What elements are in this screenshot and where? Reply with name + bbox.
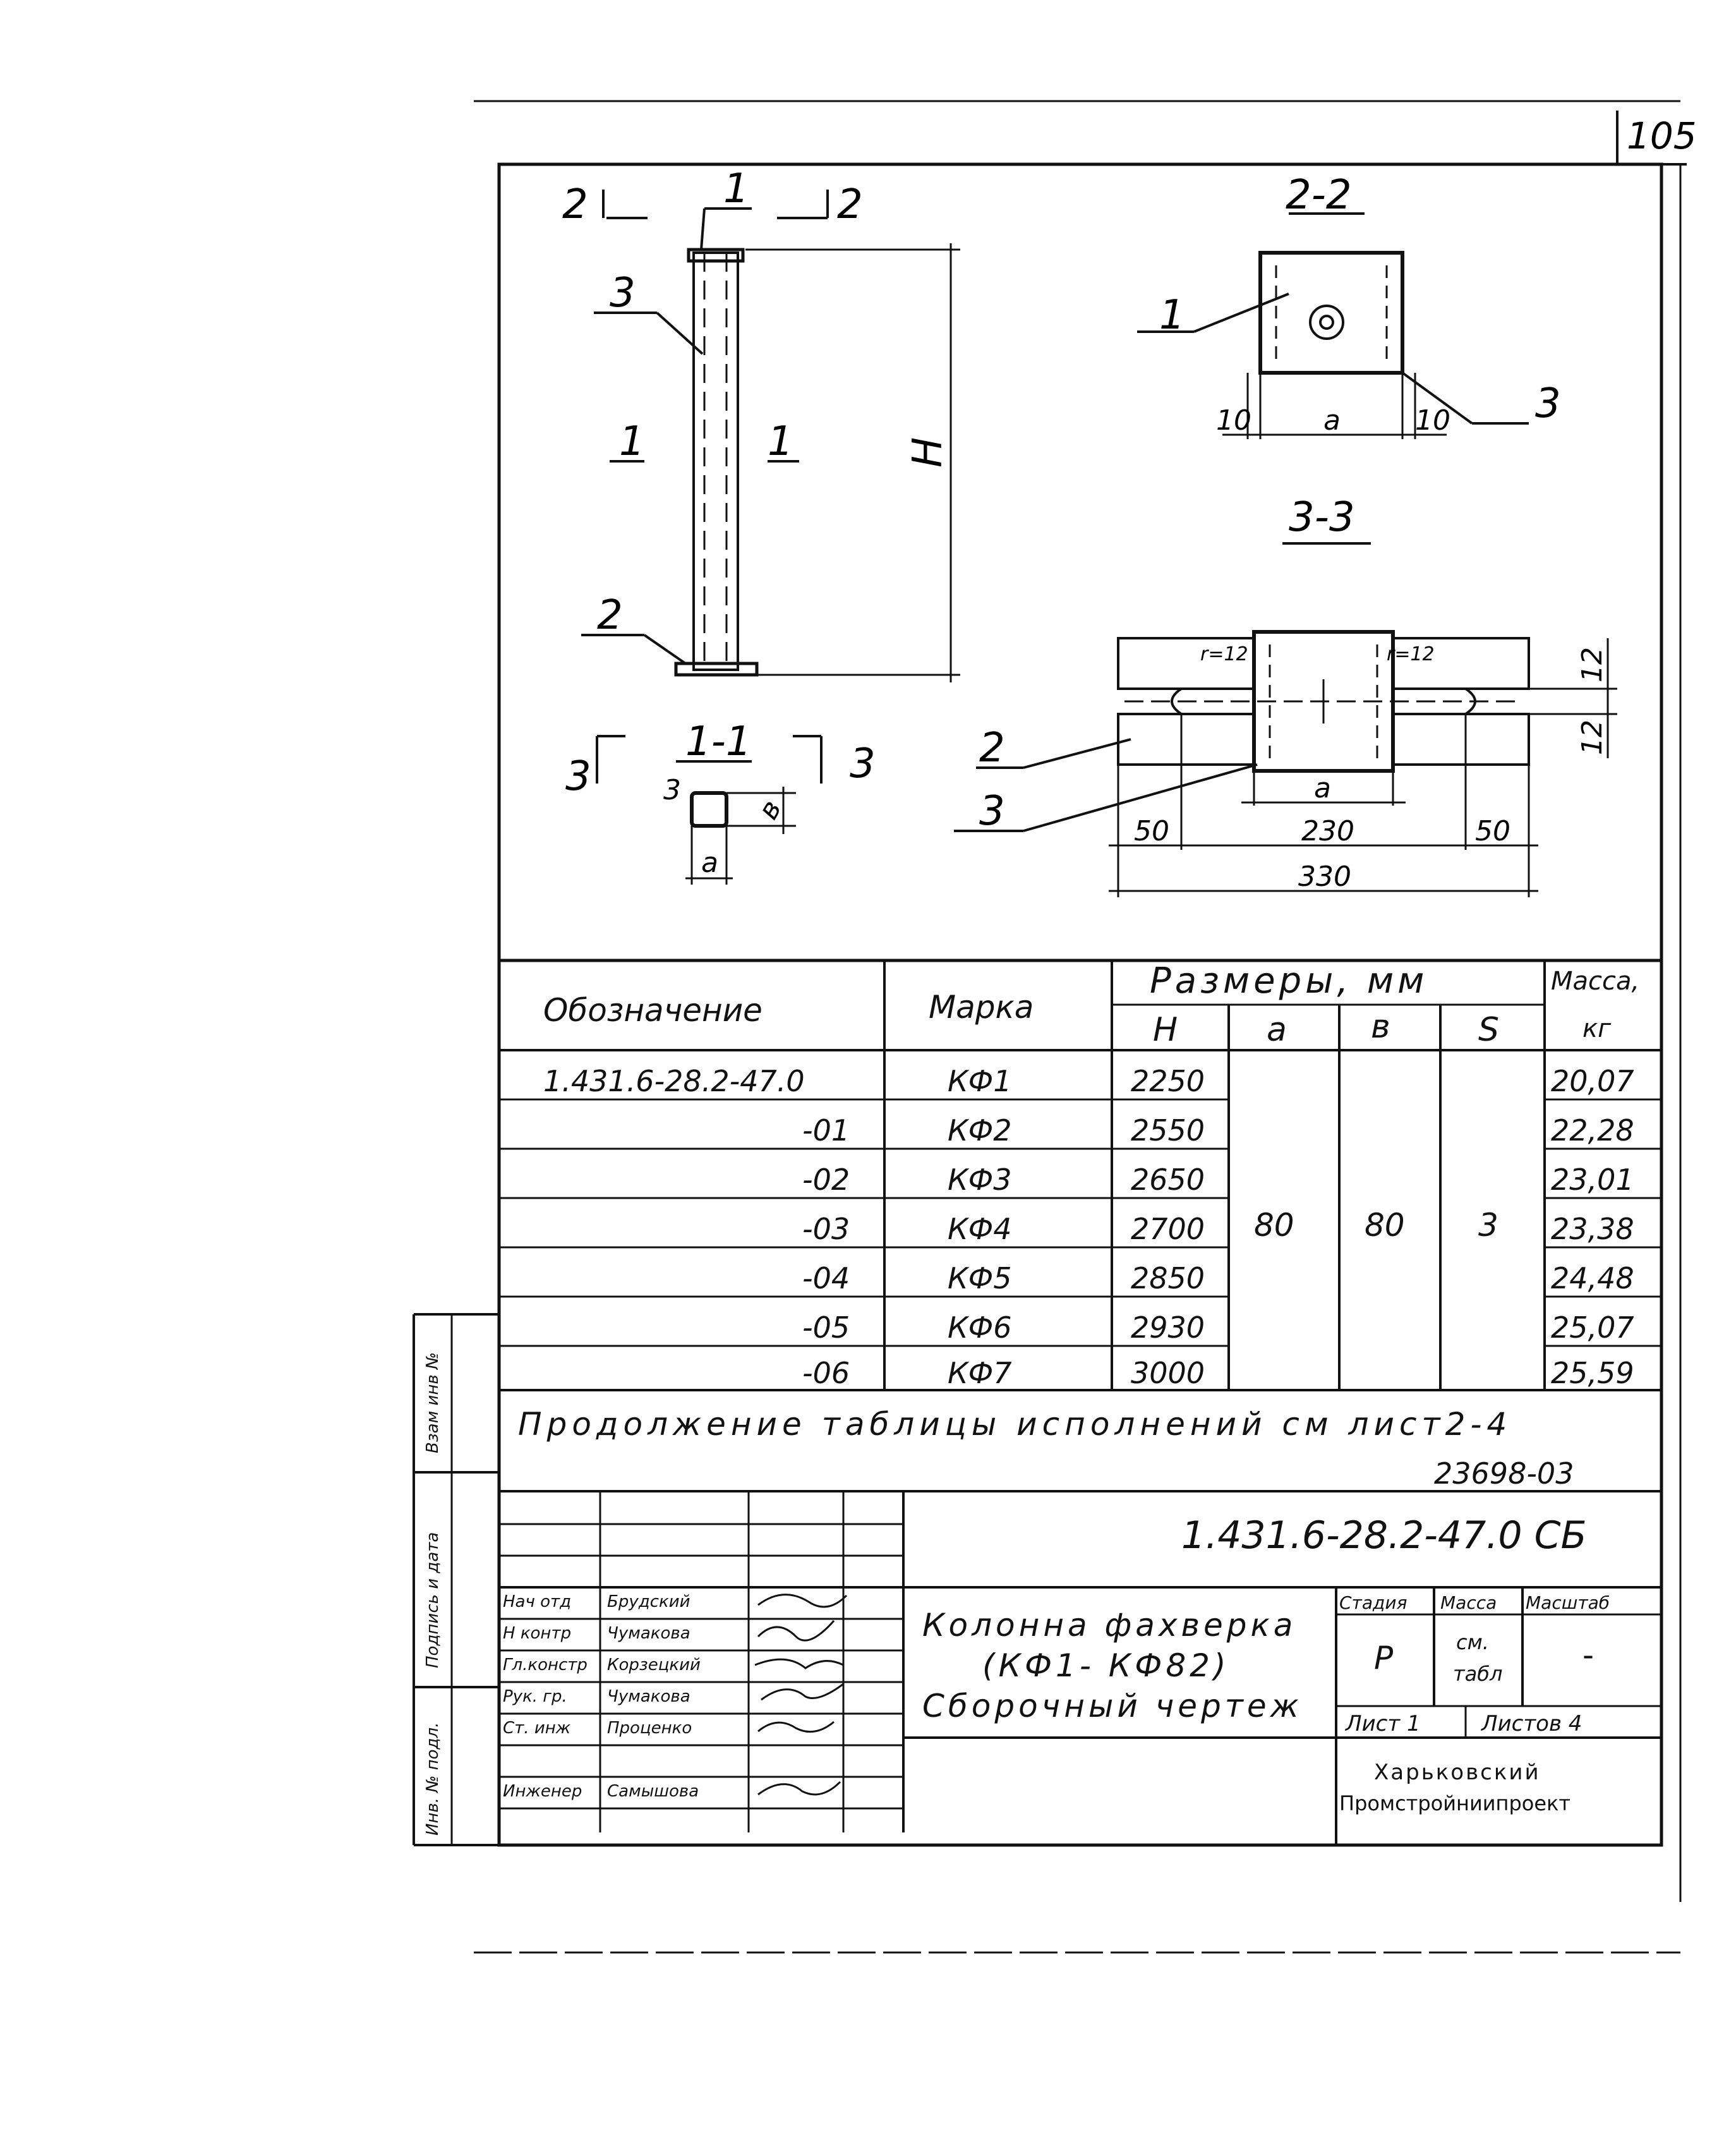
- row-mark: КФ2: [948, 1113, 1012, 1147]
- header-a: a: [1267, 1011, 1287, 1049]
- person-name: Брудский: [607, 1592, 690, 1611]
- row-designation: -05: [802, 1311, 850, 1345]
- organization-line-2: Промстройниипроект: [1339, 1791, 1570, 1815]
- header-b: в: [1371, 1008, 1390, 1046]
- person-row: [503, 1624, 907, 1643]
- dim-50-left: 50: [1134, 815, 1169, 847]
- row-mark: КФ1: [948, 1064, 1012, 1098]
- header-H: H: [1153, 1011, 1178, 1049]
- row-designation: 1.431.6-28.2-47.0: [543, 1064, 805, 1098]
- mass-value-1: см.: [1456, 1630, 1489, 1654]
- person-row: [503, 1719, 907, 1738]
- common-a: 80: [1254, 1207, 1294, 1244]
- row-designation: -04: [802, 1261, 850, 1295]
- header-s: S: [1478, 1011, 1500, 1049]
- label-3-22: 3: [1535, 380, 1561, 427]
- person-row: [503, 1656, 907, 1674]
- archive-number: 23698-03: [1434, 1456, 1574, 1491]
- common-b: 80: [1365, 1207, 1405, 1244]
- row-mark: КФ7: [948, 1356, 1012, 1390]
- title-line-1: Колонна фахверка: [922, 1607, 1297, 1644]
- row-mark: КФ5: [948, 1261, 1012, 1295]
- radius-right: r=12: [1387, 643, 1435, 665]
- stage-label: Стадия: [1339, 1592, 1407, 1613]
- radius-left: r=12: [1200, 643, 1248, 665]
- person-role: Н контр: [503, 1624, 572, 1643]
- row-H: 2850: [1131, 1261, 1205, 1295]
- row-H: 2250: [1131, 1064, 1205, 1098]
- title-line-3: Сборочный чертеж: [922, 1688, 1303, 1724]
- table-row: [499, 1056, 1661, 1106]
- row-mass: 25,59: [1551, 1356, 1634, 1390]
- table-row: [499, 1106, 1661, 1155]
- row-mark: КФ4: [948, 1212, 1012, 1246]
- header-mark: Марка: [929, 989, 1034, 1026]
- cut-2-left: 2: [562, 181, 588, 228]
- dim-50-right: 50: [1475, 815, 1510, 847]
- common-s: 3: [1478, 1207, 1498, 1244]
- row-mass: 20,07: [1551, 1064, 1634, 1098]
- person-role: Нач отд: [503, 1592, 572, 1611]
- table-row: [499, 1352, 1661, 1390]
- dim-10-right: 10: [1415, 404, 1450, 437]
- header-mass-unit: кг: [1582, 1014, 1612, 1043]
- dim-a-33: a: [1314, 772, 1331, 804]
- leader-3-label: 3: [610, 270, 636, 317]
- row-H: 2650: [1131, 1163, 1205, 1197]
- row-designation: -06: [802, 1356, 850, 1390]
- table-row: [499, 1155, 1661, 1204]
- label-2-33: 2: [979, 725, 1005, 772]
- person-name: Чумакова: [607, 1624, 690, 1643]
- row-mark: КФ6: [948, 1311, 1012, 1345]
- row-mass: 22,28: [1551, 1113, 1634, 1147]
- scale-value: -: [1582, 1637, 1594, 1673]
- person-name: Корзецкий: [607, 1656, 701, 1674]
- person-row: [503, 1687, 907, 1706]
- sheet-number: Лист 1: [1346, 1711, 1421, 1736]
- header-mass: Масса,: [1551, 967, 1640, 996]
- sheets-total: Листов 4: [1481, 1711, 1582, 1736]
- dim-b-11: в: [752, 794, 788, 825]
- row-mass: 23,38: [1551, 1212, 1634, 1246]
- header-designation: Обозначение: [543, 992, 763, 1029]
- person-role: Рук. гр.: [503, 1687, 567, 1706]
- section-3-3-title: 3-3: [1289, 494, 1355, 541]
- row-designation: -03: [802, 1212, 850, 1246]
- label-3-33: 3: [979, 788, 1005, 835]
- dim-a-22: a: [1323, 404, 1341, 437]
- title-line-2: (КФ1- КФ82): [982, 1647, 1230, 1684]
- row-H: 2700: [1131, 1212, 1205, 1246]
- mass-label: Масса: [1440, 1592, 1497, 1613]
- person-name: Чумакова: [607, 1687, 690, 1706]
- row-mass: 24,48: [1551, 1261, 1634, 1295]
- dim-12-top: 12: [1576, 647, 1608, 682]
- dim-H: H: [905, 437, 951, 468]
- section-3-3: [954, 632, 1617, 897]
- mass-value-2: табл: [1453, 1662, 1503, 1686]
- leader-1-label: 1: [723, 166, 749, 212]
- document-code: 1.431.6-28.2-47.0 СБ: [1181, 1513, 1587, 1558]
- table-row: [499, 1303, 1661, 1352]
- scale-label: Масштаб: [1526, 1592, 1610, 1613]
- person-row: [503, 1592, 907, 1611]
- section-2-2-title: 2-2: [1286, 172, 1352, 219]
- row-H: 3000: [1131, 1356, 1205, 1390]
- stage-value: Р: [1374, 1640, 1394, 1676]
- header-sizes: Размеры, мм: [1150, 960, 1428, 1002]
- cut-1-left: 1: [619, 418, 645, 465]
- row-designation: -01: [802, 1113, 850, 1147]
- row-mass: 25,07: [1551, 1311, 1634, 1345]
- dim-10-left: 10: [1216, 404, 1251, 437]
- person-role: Гл.констр: [503, 1656, 588, 1674]
- spec-table: [499, 960, 1661, 1390]
- leader-2-label: 2: [597, 592, 623, 639]
- person-name: Самышова: [607, 1782, 699, 1801]
- person-role: Инженер: [503, 1782, 582, 1801]
- dim-a-11: a: [701, 847, 718, 879]
- section-1-1-title: 1-1: [685, 718, 752, 765]
- dim-230: 230: [1301, 815, 1354, 847]
- person-name: Проценко: [607, 1719, 692, 1738]
- row-mass: 23,01: [1551, 1163, 1634, 1197]
- side-label-inventory: Инв. № подл.: [423, 1722, 442, 1836]
- dim-3-11: 3: [663, 774, 681, 806]
- cut-3-right: 3: [850, 741, 876, 787]
- cut-2-right: 2: [837, 181, 863, 228]
- dim-12-bottom: 12: [1576, 720, 1608, 755]
- table-continuation-note: Продолжение таблицы исполнений см лист2-4: [518, 1406, 1512, 1443]
- table-row: [499, 1254, 1661, 1303]
- dim-330: 330: [1298, 861, 1351, 893]
- cut-3-left: 3: [565, 753, 591, 800]
- drawing-title: [922, 1605, 1303, 1726]
- page-number: 105: [1627, 114, 1697, 157]
- label-1-22: 1: [1159, 292, 1185, 339]
- side-label-replace: Взам инв №: [423, 1352, 442, 1453]
- row-designation: -02: [802, 1163, 850, 1197]
- row-mark: КФ3: [948, 1163, 1012, 1197]
- row-H: 2930: [1131, 1311, 1205, 1345]
- person-role: Ст. инж: [503, 1719, 571, 1738]
- side-label-signature: Подпись и дата: [423, 1532, 442, 1668]
- person-row: [503, 1782, 907, 1801]
- cut-1-right: 1: [768, 418, 793, 465]
- organization-line-1: Харьковский: [1374, 1760, 1541, 1785]
- row-H: 2550: [1131, 1113, 1205, 1147]
